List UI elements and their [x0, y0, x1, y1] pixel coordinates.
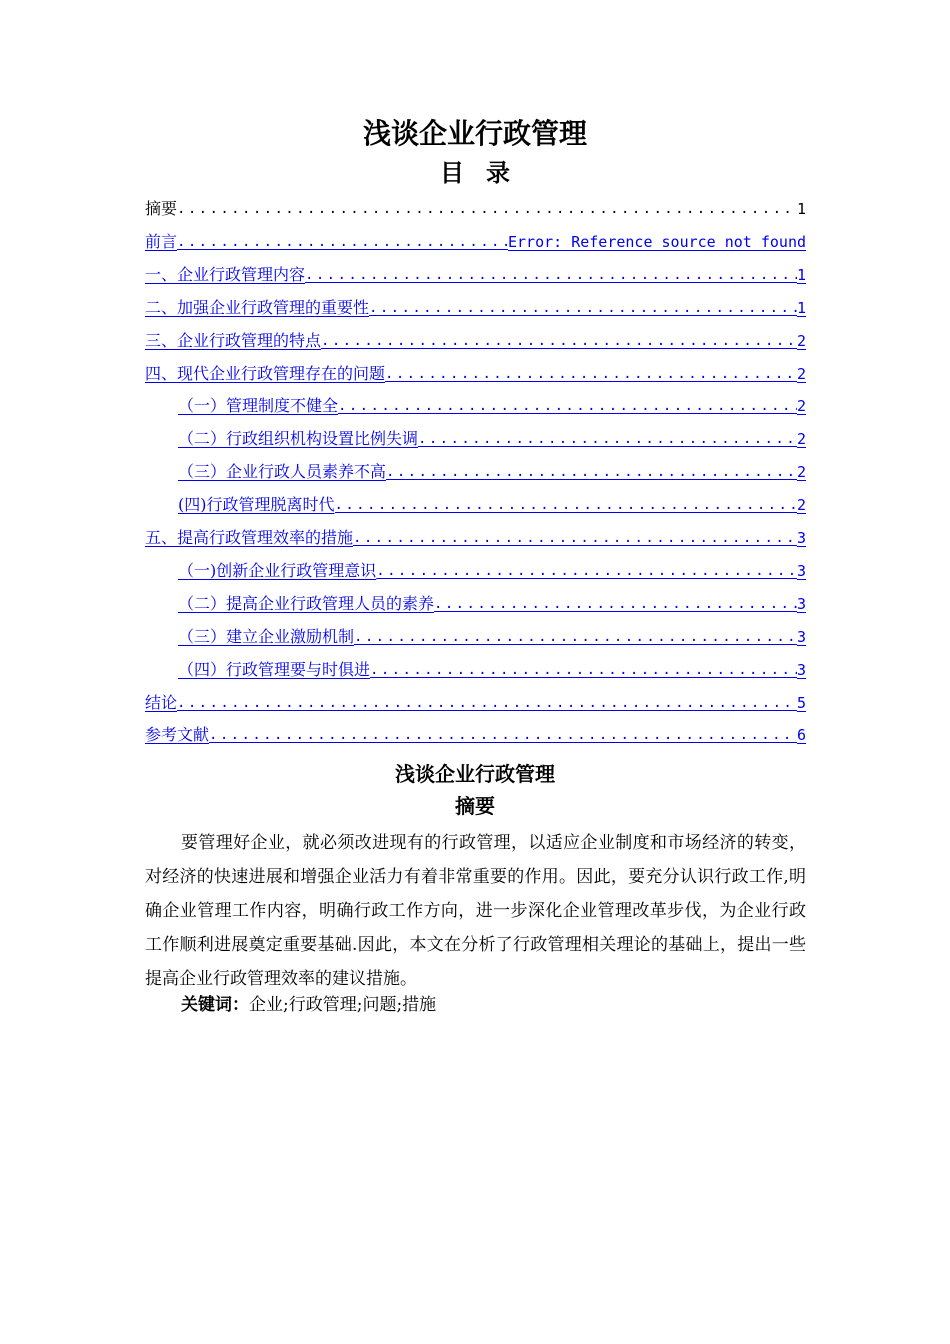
toc-entry[interactable]	[145, 223, 806, 253]
toc-entry[interactable]	[145, 618, 806, 648]
toc-entry[interactable]	[145, 716, 806, 746]
toc-entry-label: 摘要	[145, 199, 178, 218]
toc-entry[interactable]	[145, 322, 806, 352]
toc-leader-dots	[177, 198, 797, 220]
toc-entry[interactable]	[145, 289, 806, 319]
toc-entry-page: 1	[796, 265, 806, 284]
toc-entry[interactable]	[145, 387, 806, 417]
toc-leader-dots	[386, 461, 797, 483]
toc-leader-dots	[370, 659, 797, 681]
toc-entry-page: 2	[796, 364, 806, 383]
keywords-line	[181, 992, 436, 1018]
abstract-body: 要管理好企业，就必须改进现有的行政管理，以适应企业制度和市场经济的转变，对经济的快速进展和增强企业活力有着非常重要的作用。因此，要充分认识行政工作,明确企业管理工作内容，明确行政工作方向，进一步深化企业管理改革步伐，为企业行政工作顺利进展奠定重要基础.因此，本文在分析了行政管理相关理论的基础上，提出一些提高企业行政管理效率的建议措施。	[145, 833, 806, 989]
toc-entry[interactable]	[145, 453, 806, 483]
keywords-value: 企业;行政管理;问题;措施	[249, 995, 437, 1015]
toc-leader-dots	[353, 527, 797, 549]
toc-entry[interactable]	[145, 552, 806, 582]
toc-entry-label: 参考文献	[145, 725, 210, 745]
toc-entry-label: 前言	[145, 231, 178, 251]
toc-entry-label: 一、企业行政管理内容	[145, 264, 306, 284]
toc-leader-dots	[354, 626, 797, 648]
toc-leader-dots	[177, 692, 797, 714]
toc-entry-page: 1	[796, 298, 806, 317]
toc-entry-label: (四)行政管理脱离时代	[178, 495, 335, 515]
toc-entry-page: 2	[796, 331, 806, 350]
toc-leader-dots	[305, 264, 797, 286]
abstract-heading: 摘要	[455, 794, 495, 818]
toc-entry-label: 五、提高行政管理效率的措施	[145, 528, 354, 547]
toc-entry-label: （三）建立企业激励机制	[178, 626, 355, 646]
toc-entry[interactable]	[145, 486, 806, 516]
toc-entry-label: 三、企业行政管理的特点	[145, 330, 322, 350]
toc-leader-dots	[385, 363, 797, 385]
toc-entry-page: 3	[796, 561, 806, 580]
toc-entry[interactable]	[145, 256, 806, 286]
toc-entry-page: 1	[796, 200, 806, 218]
keywords-label: 关键词：	[181, 995, 249, 1015]
toc-entry	[145, 190, 806, 220]
toc-entry-page: Error: Reference source not found	[507, 232, 806, 251]
toc-title: 目录	[440, 158, 532, 187]
toc-entry-page: 2	[796, 397, 806, 416]
toc-entry[interactable]	[145, 651, 806, 681]
toc-entry-label: （二）行政组织机构设置比例失调	[178, 429, 419, 449]
toc-entry-label: （一)创新企业行政管理意识	[178, 560, 377, 580]
toc-entry-page: 2	[796, 496, 806, 515]
toc-entry-page: 3	[796, 594, 806, 613]
toc-leader-dots	[434, 593, 797, 615]
toc-entry-page: 3	[796, 627, 806, 646]
toc-leader-dots	[209, 724, 797, 746]
toc-leader-dots	[335, 494, 797, 516]
toc-entry-label: 二、加强企业行政管理的重要性	[145, 297, 370, 317]
toc-leader-dots	[338, 395, 797, 417]
toc-entry-label: （一）管理制度不健全	[178, 396, 339, 416]
toc-entry-page: 5	[796, 693, 806, 712]
toc-leader-dots	[369, 297, 797, 319]
toc-entry-page: 6	[796, 726, 806, 745]
toc-entry[interactable]	[145, 585, 806, 615]
toc-entry-page: 3	[796, 529, 806, 547]
toc-leader-dots	[376, 560, 797, 582]
toc-entry-page: 2	[796, 463, 806, 482]
section-title: 浅谈企业行政管理	[395, 762, 555, 786]
toc-leader-dots	[418, 428, 797, 450]
toc-entry-page: 3	[796, 660, 806, 679]
toc-leader-dots	[177, 231, 508, 253]
toc-entry-label: （四）行政管理要与时俱进	[178, 659, 371, 679]
toc-entry[interactable]	[145, 684, 806, 714]
toc-entry-page: 2	[796, 430, 806, 449]
document-title: 浅谈企业行政管理	[362, 117, 587, 150]
toc-leader-dots	[321, 330, 797, 352]
toc-entry-label: 四、现代企业行政管理存在的问题	[145, 363, 386, 383]
toc-entry-label: 结论	[145, 692, 178, 712]
toc-entry[interactable]	[145, 519, 806, 549]
toc-entry-label: （三）企业行政人员素养不高	[178, 462, 387, 482]
toc-entry-label: （二）提高企业行政管理人员的素养	[178, 593, 435, 613]
toc-entry[interactable]	[145, 420, 806, 450]
toc-entry[interactable]	[145, 355, 806, 385]
